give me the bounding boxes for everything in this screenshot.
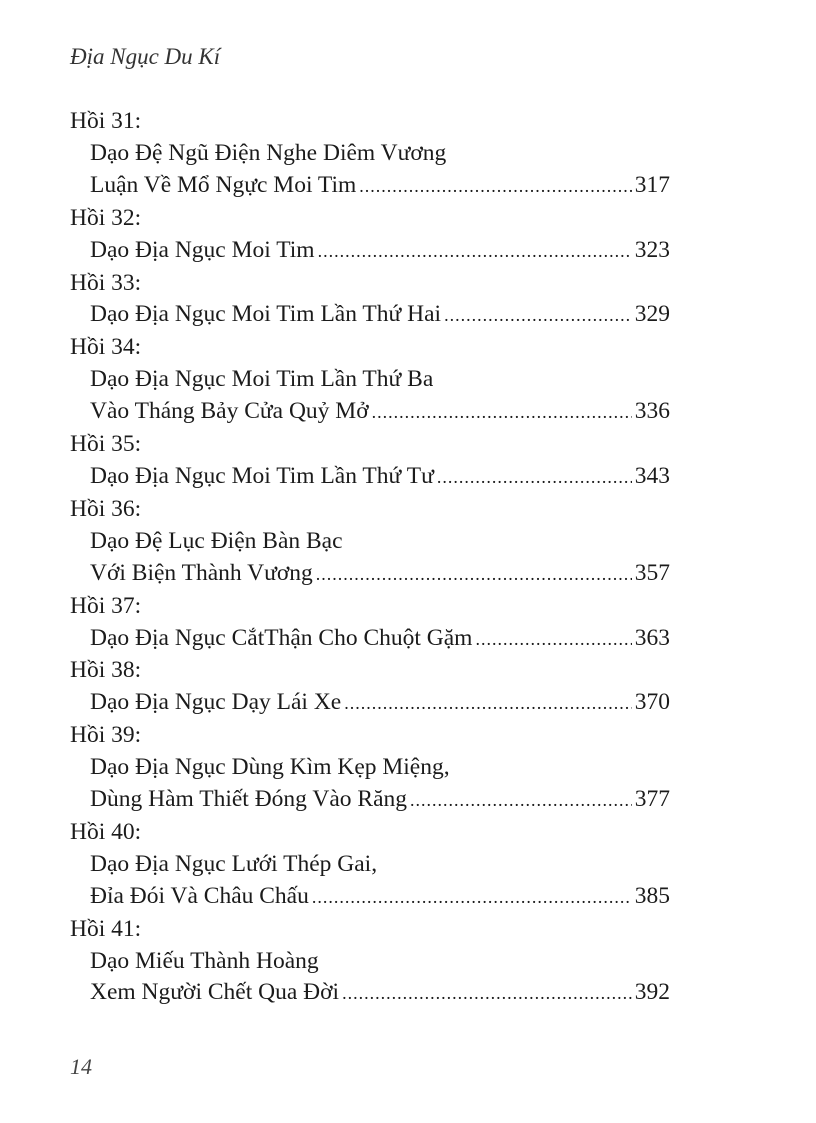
toc-entry	[70, 429, 670, 494]
chapter-title-line: Dạo Địa Ngục Moi Tim Lần Thứ Tư	[90, 462, 434, 489]
dot-leader	[312, 882, 632, 914]
dot-leader	[437, 462, 632, 494]
chapter-title-line: Dạo Địa Ngục Dạy Lái Xe	[90, 689, 342, 716]
toc-line	[70, 461, 670, 494]
dot-leader	[410, 785, 632, 817]
toc-entry	[70, 268, 670, 333]
toc-entry	[70, 591, 670, 656]
chapter-label: Hồi 37:	[70, 592, 142, 619]
toc-entry	[70, 106, 670, 203]
chapter-title-line: Xem Người Chết Qua Đời	[90, 979, 340, 1006]
toc-page-number: 317	[634, 171, 670, 198]
chapter-label: Hồi 33:	[70, 269, 142, 296]
chapter-label: Hồi 34:	[70, 334, 142, 361]
chapter-title-line: Dạo Địa Ngục Moi Tim Lần Thứ Ba	[90, 366, 434, 393]
table-of-contents	[70, 106, 670, 1010]
toc-page-number: 357	[634, 559, 670, 586]
toc-entry	[70, 817, 670, 914]
chapter-title-line: Dạo Địa Ngục CắtThận Cho Chuột Gặm	[90, 624, 473, 651]
toc-page-number: 370	[634, 689, 670, 716]
chapter-title-line: Luận Về Mổ Ngực Moi Tim	[90, 171, 357, 198]
dot-leader	[444, 300, 632, 332]
chapter-label: Hồi 38:	[70, 657, 142, 684]
chapter-title-line: Dạo Đệ Ngũ Điện Nghe Diêm Vương	[90, 139, 447, 166]
chapter-title-line: Dạo Địa Ngục Lưới Thép Gai,	[90, 850, 378, 877]
toc-page-number: 336	[634, 398, 670, 425]
dot-leader	[318, 236, 632, 268]
toc-page-number: 392	[634, 979, 670, 1006]
toc-page-number: 329	[634, 301, 670, 328]
toc-line	[70, 235, 670, 268]
toc-page-number: 377	[634, 786, 670, 813]
chapter-label: Hồi 31:	[70, 108, 142, 134]
running-head: Địa Ngục Du Kí	[70, 44, 221, 69]
chapter-label: Hồi 36:	[70, 495, 142, 522]
toc-line	[70, 623, 670, 656]
toc-line	[70, 170, 670, 203]
toc-entry	[70, 332, 670, 429]
toc-page-number: 363	[634, 624, 670, 651]
toc-line	[70, 299, 670, 332]
dot-leader	[342, 978, 632, 1010]
toc-line	[70, 784, 670, 817]
chapter-label: Hồi 32:	[70, 204, 142, 231]
chapter-title-line: Dạo Địa Ngục Moi Tim	[90, 236, 315, 263]
dot-leader	[316, 559, 632, 591]
chapter-title-line: Đỉa Đói Và Châu Chấu	[90, 882, 309, 909]
chapter-title-line: Vào Tháng Bảy Cửa Quỷ Mở	[90, 398, 369, 425]
chapter-title-line: Dạo Địa Ngục Moi Tim Lần Thứ Hai	[90, 301, 442, 328]
chapter-label: Hồi 39:	[70, 722, 142, 749]
dot-leader	[344, 688, 632, 720]
toc-line	[70, 558, 670, 591]
chapter-label: Hồi 35:	[70, 431, 142, 458]
dot-leader	[475, 624, 631, 656]
page-number: 14	[70, 1054, 92, 1079]
toc-entry	[70, 914, 670, 1011]
toc-entry	[70, 494, 670, 591]
dot-leader	[359, 171, 631, 203]
toc-line	[70, 881, 670, 914]
chapter-label: Hồi 40:	[70, 818, 142, 845]
toc-line	[70, 977, 670, 1010]
chapter-title-line: Dạo Miếu Thành Hoàng	[90, 947, 319, 974]
toc-entry	[70, 720, 670, 817]
toc-page-number: 323	[634, 236, 670, 263]
toc-line	[70, 396, 670, 429]
toc-page-number: 343	[634, 462, 670, 489]
chapter-title-line: Dạo Đệ Lục Điện Bàn Bạc	[90, 527, 343, 554]
chapter-label: Hồi 41:	[70, 915, 142, 942]
chapter-title-line: Dùng Hàm Thiết Đóng Vào Răng	[90, 786, 407, 813]
toc-page-number: 385	[634, 882, 670, 909]
toc-entry	[70, 655, 670, 720]
toc-line	[70, 687, 670, 720]
toc-entry	[70, 203, 670, 268]
dot-leader	[372, 397, 632, 429]
chapter-title-line: Với Biện Thành Vương	[90, 559, 313, 586]
chapter-title-line: Dạo Địa Ngục Dùng Kìm Kẹp Miệng,	[90, 754, 450, 781]
